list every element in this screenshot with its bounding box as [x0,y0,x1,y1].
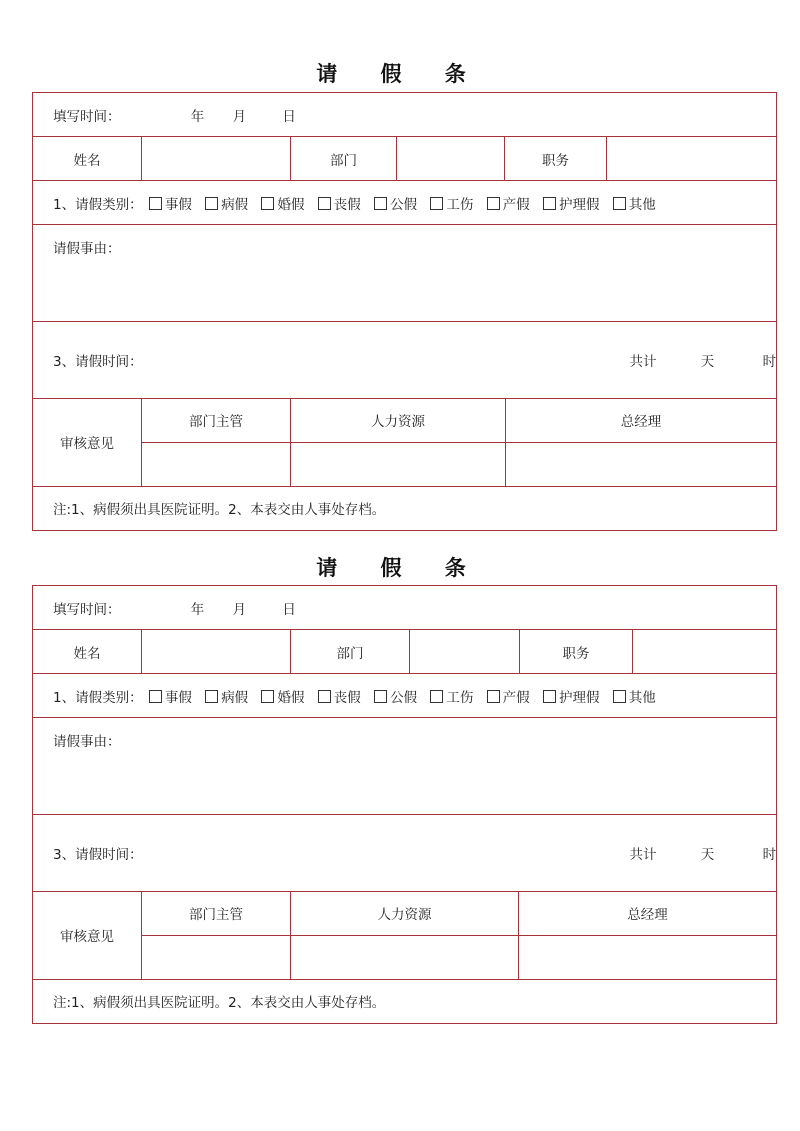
leave-type-label: 1、请假类别： [53,689,143,706]
checkbox-marriage[interactable] [261,690,274,703]
checkbox-nursing[interactable] [543,197,556,210]
fill-time-label: 填写时间： [53,108,121,125]
checkbox-marriage[interactable] [261,197,274,210]
dept-field[interactable] [410,630,520,674]
leave-type-personal: 事假 [164,689,192,706]
leave-type-row [33,181,777,225]
position-label: 职务 [505,137,607,181]
reviewer-dept-head: 部门主管 [142,398,291,442]
reviewer-gm: 总经理 [506,398,777,442]
leave-type-marriage: 婚假 [277,196,305,213]
leave-type-sick: 病假 [221,689,249,706]
leave-type-other: 其他 [628,689,656,706]
total-duration: 共计 天 时 [629,354,777,370]
leave-type-marriage: 婚假 [277,689,305,706]
leave-type-personal: 事假 [164,196,192,213]
reviewer-hr: 人力资源 [291,891,519,935]
fill-time-row [33,93,777,137]
leave-type-bereavement: 丧假 [333,196,361,213]
leave-type-other: 其他 [628,196,656,213]
name-label: 姓名 [33,630,142,674]
leave-type-row [33,674,777,718]
checkbox-official[interactable] [374,690,387,703]
leave-form-2 [32,585,776,1024]
position-field[interactable] [607,137,777,181]
note: 注:1、病假须出具医院证明。2、本表交由人事处存档。 [33,486,777,530]
note: 注:1、病假须出具医院证明。2、本表交由人事处存档。 [33,979,777,1023]
leave-type-injury: 工伤 [446,196,474,213]
checkbox-other[interactable] [613,197,626,210]
reviewer-hr: 人力资源 [291,398,506,442]
checkbox-other[interactable] [613,690,626,703]
date-month[interactable]: 月 [232,108,247,125]
hr-sign-field[interactable] [291,935,519,979]
leave-type-maternity: 产假 [502,196,530,213]
reviewer-gm: 总经理 [519,891,777,935]
dept-label: 部门 [291,630,410,674]
checkbox-sick[interactable] [205,690,218,703]
date-month[interactable]: 月 [232,601,247,618]
gm-sign-field[interactable] [519,935,777,979]
dept-label: 部门 [291,137,397,181]
leave-type-injury: 工伤 [446,689,474,706]
checkbox-personal[interactable] [149,690,162,703]
checkbox-sick[interactable] [205,197,218,210]
leave-type-official: 公假 [390,689,418,706]
name-field[interactable] [142,137,291,181]
date-year[interactable]: 年 [190,601,205,618]
reason-field[interactable] [33,225,777,322]
period-label: 3、请假时间： [53,847,143,863]
gm-sign-field[interactable] [506,442,777,486]
leave-type-bereavement: 丧假 [333,689,361,706]
checkbox-bereavement[interactable] [318,690,331,703]
date-day[interactable]: 日 [282,601,296,618]
leave-form-1 [32,92,776,531]
reason-label: 请假事由： [53,734,121,750]
dept-field[interactable] [397,137,505,181]
total-duration: 共计 天 时 [629,847,777,863]
checkbox-injury[interactable] [430,690,443,703]
leave-type-nursing: 护理假 [558,689,600,706]
form-title: 请 假 条 [316,555,484,580]
leave-type-label: 1、请假类别： [53,196,143,213]
reason-field[interactable] [33,718,777,815]
position-label: 职务 [520,630,633,674]
date-year[interactable]: 年 [190,108,205,125]
checkbox-official[interactable] [374,197,387,210]
leave-period-row[interactable] [33,322,777,399]
dept-head-sign-field[interactable] [142,935,291,979]
leave-type-sick: 病假 [221,196,249,213]
position-field[interactable] [633,630,777,674]
leave-type-maternity: 产假 [502,689,530,706]
period-label: 3、请假时间： [53,354,143,370]
checkbox-personal[interactable] [149,197,162,210]
leave-period-row[interactable] [33,815,777,892]
review-label: 审核意见 [33,398,142,486]
fill-time-row [33,586,777,630]
date-day[interactable]: 日 [282,108,296,125]
hr-sign-field[interactable] [291,442,506,486]
reviewer-dept-head: 部门主管 [142,891,291,935]
checkbox-bereavement[interactable] [318,197,331,210]
checkbox-maternity[interactable] [487,197,500,210]
reason-label: 请假事由： [53,241,121,257]
fill-time-label: 填写时间： [53,601,121,618]
name-label: 姓名 [33,137,142,181]
review-label: 审核意见 [33,891,142,979]
name-field[interactable] [142,630,291,674]
leave-type-nursing: 护理假 [558,196,600,213]
form-title: 请 假 条 [316,61,484,86]
dept-head-sign-field[interactable] [142,442,291,486]
leave-type-official: 公假 [390,196,418,213]
checkbox-injury[interactable] [430,197,443,210]
checkbox-nursing[interactable] [543,690,556,703]
checkbox-maternity[interactable] [487,690,500,703]
